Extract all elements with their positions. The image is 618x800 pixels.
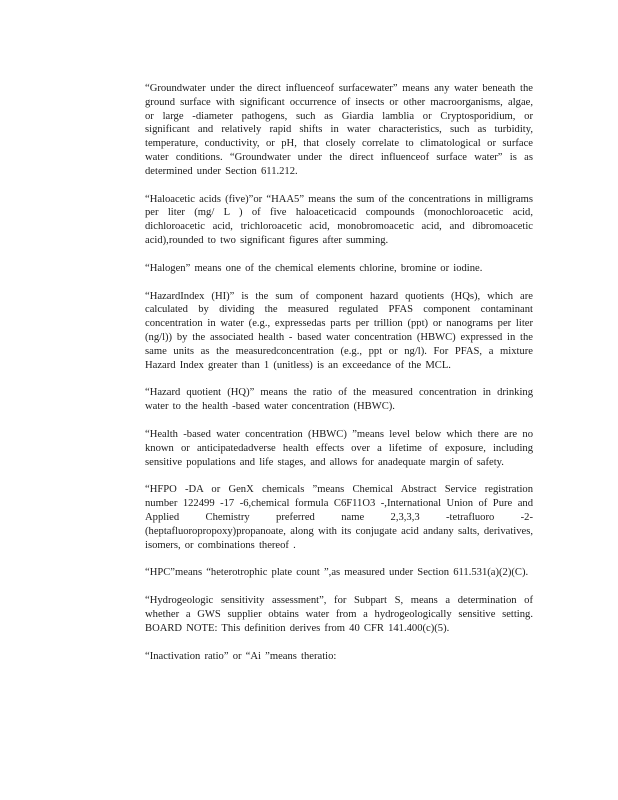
definition-inactivation-ratio: “Inactivation ratio” or “Ai ”means theratio: bbox=[145, 650, 337, 662]
definition-hazard-quotient: “Hazard quotient (HQ)” means the ratio of the measured concentration in drinking water to the health -based water concentration (HBWC). bbox=[145, 387, 533, 413]
definition-health-based-water-concentration: “Health -based water concentration (HBWC) ”means level below which there are no known or anticipatedadverse health effects over a lifetime of exposure, including sensitive populations and life stages, and allows for anadequate margin of safety. bbox=[145, 428, 533, 468]
definition-hpc: “HPC”means “heterotrophic plate count ”,as measured under Section 611.531(a)(2)(C). bbox=[145, 567, 529, 579]
definition-haloacetic-acids: “Haloacetic acids (five)”or “HAA5” means the sum of the concentrations in milligrams per liter (mg/ L ) of five haloaceticacid compounds (monochloroacetic acid, dichloroacetic acid, trichloroacetic acid, monobromoacetic acid, and dibromoacetic acid),rounded to two significant figures after summing. bbox=[145, 193, 533, 246]
definition-groundwater-under-direct-influence: “Groundwater under the direct influenceof surfacewater” means any water beneath the ground surface with significant occurrence of insects or other macroorganisms, algae, or large -diameter pathogens, such as Giardia lamblia or Cryptosporidium, or significant and relatively rapid shifts in water characteristics, such as turbidity, temperature, conductivity, or pH, that closely correlate to climatological or surface water conditions. “Groundwater under the direct influenceof surface water” is as determined under Section 611.212. bbox=[145, 83, 533, 177]
definition-halogen: “Halogen” means one of the chemical elements chlorine, bromine or iodine. bbox=[145, 262, 483, 274]
definitions-section bbox=[145, 82, 533, 677]
definition-hfpo-da-genx: “HFPO -DA or GenX chemicals ”means Chemical Abstract Service registration number 122499 -17 -6,chemical formula C6F11O3 -,International Union of Pure and Applied Chemistry preferred name 2,3,3,3 -tetrafluoro -2-(heptafluoropropoxy)propanoate, along with its conjugate acid andany salts, derivatives, isomers, or combinations thereof . bbox=[145, 484, 533, 551]
definition-hazard-index: “HazardIndex (HI)” is the sum of component hazard quotients (HQs), which are calculated by dividing the measured regulated PFAS component contaminant concentration in water (e.g., expressedas parts per trillion (ppt) or nanograms per liter (ng/l)) by the associated health - based water concentration (HBWC) expressed in the same units as the measuredconcentration (e.g., ppt or ng/l). For PFAS, a mixture Hazard Index greater than 1 (unitless) is an exceedance of the MCL. bbox=[145, 290, 533, 371]
definition-hydrogeologic-sensitivity-assessment: “Hydrogeologic sensitivity assessment”, for Subpart S, means a determination of whether a GWS supplier obtains water from a hydrogeologically sensitive setting. BOARD NOTE: This definition derives from 40 CFR 141.400(c)(5). bbox=[145, 595, 533, 634]
